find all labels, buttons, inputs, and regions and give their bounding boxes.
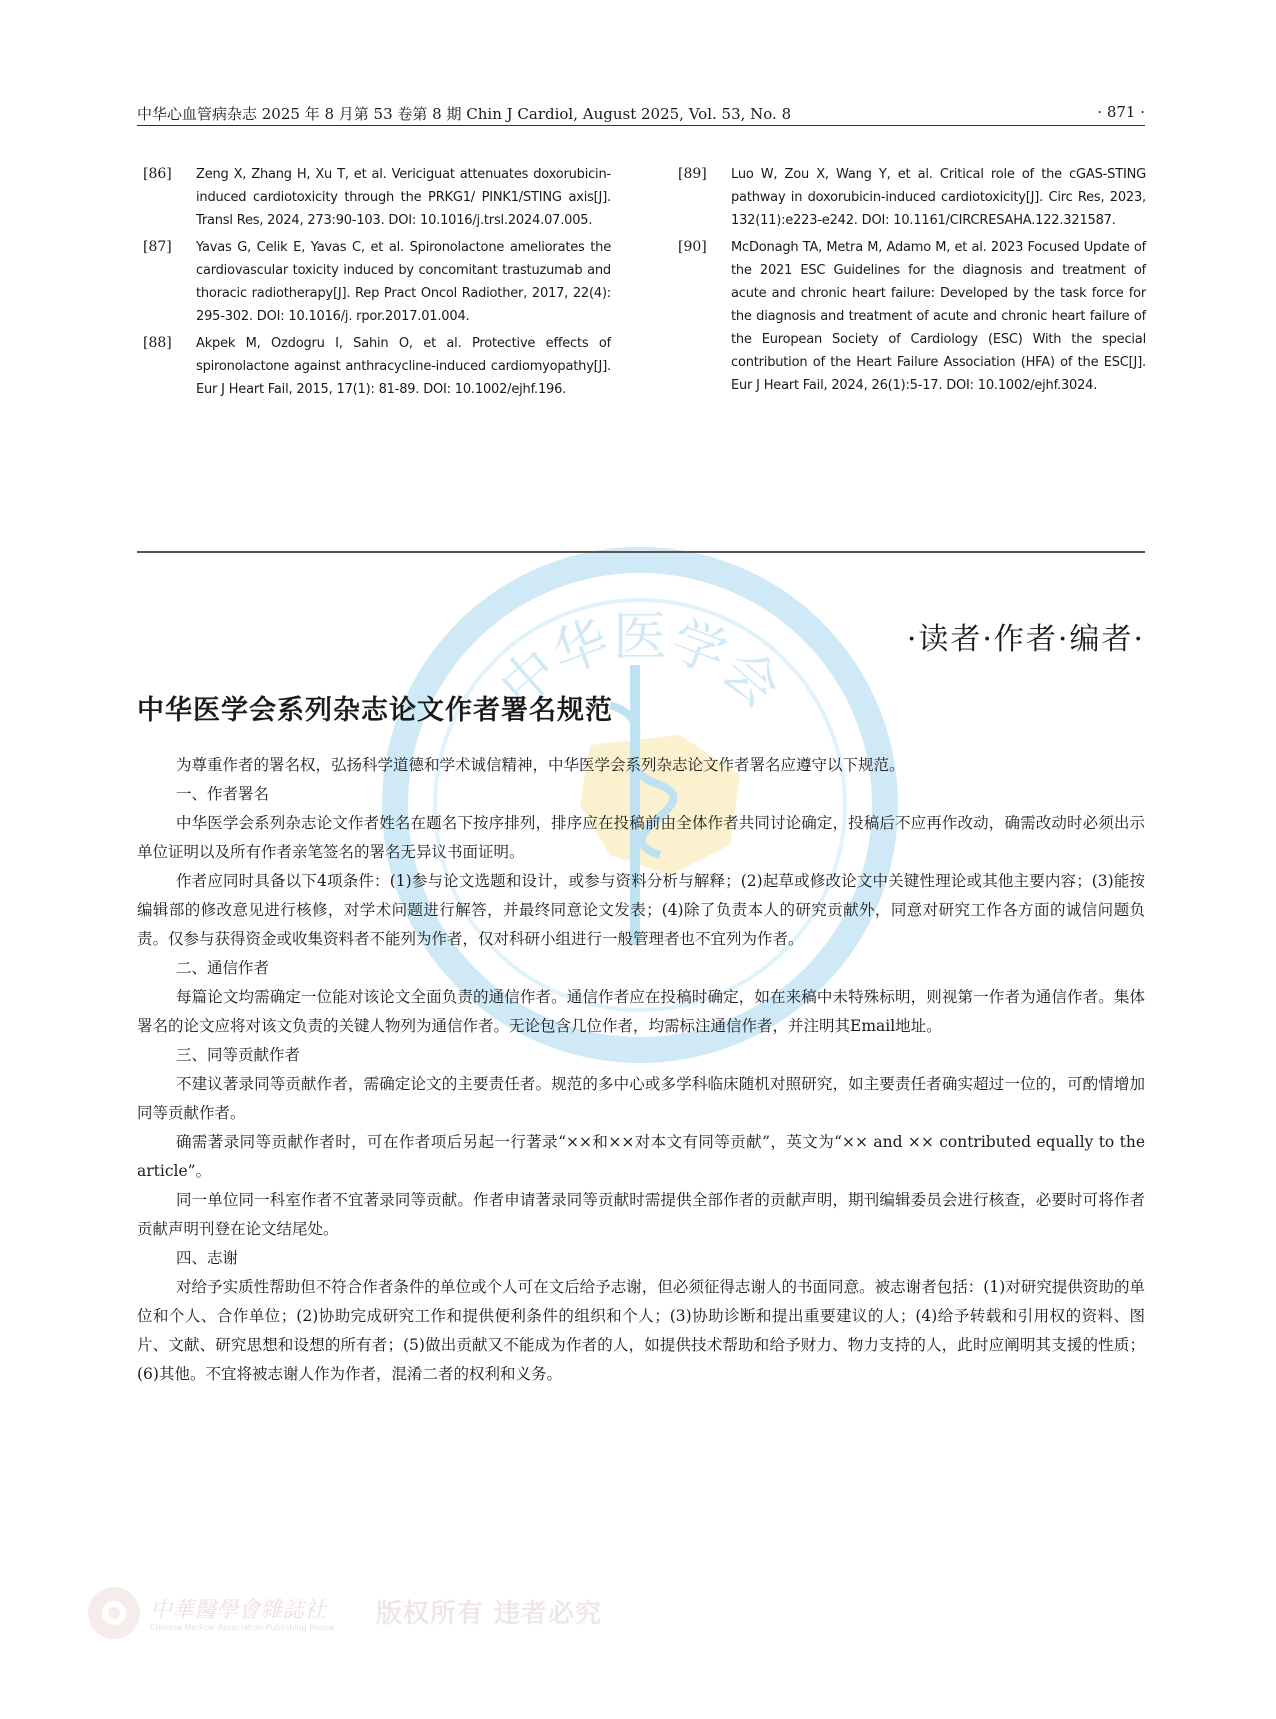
reference-text: Luo W, Zou X, Wang Y, et al. Critical role of the cGAS-STING pathway in doxorubicin-induced cardiotoxicity[J]. Circ Res, 2023, 132(11):e223-e242. DOI: 10.1161/CIRCRESAHA.122.321587.	[731, 167, 1146, 228]
section-heading: 二、通信作者	[176, 959, 270, 977]
reference-number: [90]	[678, 239, 707, 255]
publisher-watermark	[86, 1585, 686, 1645]
body-paragraph: 确需著录同等贡献作者时，可在作者项后另起一行著录“××和××对本文有同等贡献”，英文为“×× and ×× contributed equally to the article”。	[137, 1133, 1145, 1180]
emblem-text: 中华医学会	[487, 605, 793, 720]
references-left-column	[137, 163, 611, 405]
publisher-english-name: Chinese Medical Association Publishing House	[150, 1623, 335, 1632]
reference-number: [89]	[678, 166, 707, 182]
body-paragraph: 为尊重作者的署名权，弘扬科学道德和学术诚信精神，中华医学会系列杂志论文作者署名应遵守以下规范。	[176, 756, 905, 774]
body-paragraph: 对给予实质性帮助但不符合作者条件的单位或个人可在文后给予志谢，但必须征得志谢人的书面同意。被志谢者包括：(1)对研究提供资助的单位和个人、合作单位；(2)协助完成研究工作和提供便利条件的组织和个人；(3)协助诊断和提出重要建议的人；(4)给予转载和引用权的资料、图片、文献、研究思想和设想的所有者；(5)做出贡献又不能成为作者的人，如提供技术帮助和给予财力、物力支持的人，此时应阐明其支援的性质；(6)其他。不宜将被志谢人作为作者，混淆二者的权利和义务。	[137, 1278, 1145, 1383]
publisher-logo-icon	[86, 1585, 142, 1641]
article-title: 中华医学会系列杂志论文作者署名规范	[137, 695, 613, 726]
reference-number: [88]	[143, 335, 172, 351]
reference-text: McDonagh TA, Metra M, Adamo M, et al. 2023 Focused Update of the 2021 ESC Guidelines for the diagnosis and treatment of acute and chronic heart failure: Developed by the task force for the diagnosis and treatment of acute and chronic heart failure of the European Society of Cardiology (ESC) With the special contribution of the Heart Failure Association (HFA) of the ESC[J]. Eur J Heart Fail, 2024, 26(1):5-17. DOI: 10.1002/ejhf.3024.	[731, 240, 1146, 393]
reference-number: [86]	[143, 166, 172, 182]
body-paragraph: 同一单位同一科室作者不宜著录同等贡献。作者申请著录同等贡献时需提供全部作者的贡献声明，期刊编辑委员会进行核查，必要时可将作者贡献声明刊登在论文结尾处。	[137, 1191, 1145, 1238]
body-paragraph: 每篇论文均需确定一位能对该论文全面负责的通信作者。通信作者应在投稿时确定，如在来稿中未特殊标明，则视第一作者为通信作者。集体署名的论文应将对该文负责的关键人物列为通信作者。无论包含几位作者，均需标注通信作者，并注明其Email地址。	[137, 988, 1145, 1035]
section-heading: 四、志谢	[176, 1249, 239, 1267]
column-tag: ·读者·作者·编者·	[906, 622, 1145, 657]
section-heading: 三、同等贡献作者	[176, 1046, 301, 1064]
body-paragraph: 不建议著录同等贡献作者，需确定论文的主要责任者。规范的多中心或多学科临床随机对照研究，如主要责任者确实超过一位的，可酌情增加同等贡献作者。	[137, 1075, 1145, 1122]
journal-line: 中华心血管病杂志 2025 年 8 月第 53 卷第 8 期 Chin J Cardiol, August 2025, Vol. 53, No. 8	[137, 105, 792, 123]
running-header	[137, 103, 1145, 126]
body-paragraph: 作者应同时具备以下4项条件：(1)参与论文选题和设计，或参与资料分析与解释；(2)起草或修改论文中关键性理论或其他主要内容；(3)能按编辑部的修改意见进行核修，对学术问题进行解答，并最终同意论文发表；(4)除了负责本人的研究贡献外，同意对研究工作各方面的诚信问题负责。仅参与获得资金或收集资料者不能列为作者，仅对科研小组进行一般管理者也不宜列为作者。	[137, 872, 1145, 948]
reference-text: Akpek M, Ozdogru I, Sahin O, et al. Protective effects of spironolactone against anthracycline-induced cardiomyopathy[J]. Eur J Heart Fail, 2015, 17(1): 81-89. DOI: 10.1002/ejhf.196.	[196, 336, 611, 397]
section-divider	[137, 551, 1145, 553]
reference-item	[137, 332, 611, 401]
copyright-notice: 版权所有 违者必究	[376, 1599, 603, 1629]
reference-item	[137, 236, 611, 328]
references-right-column	[672, 163, 1146, 401]
section-heading: 一、作者署名	[176, 785, 270, 803]
reference-text: Yavas G, Celik E, Yavas C, et al. Spironolactone ameliorates the cardiovascular toxicity induced by concomitant trastuzumab and thoracic radiotherapy[J]. Rep Pract Oncol Radiother, 2017, 22(4): 295-302. DOI: 10.1016/j. rpor.2017.01.004.	[196, 240, 611, 324]
reference-item	[672, 236, 1146, 397]
reference-number: [87]	[143, 239, 172, 255]
article-body	[137, 751, 1145, 1389]
reference-text: Zeng X, Zhang H, Xu T, et al. Vericiguat attenuates doxorubicin-induced cardiotoxicity through the PRKG1/ PINK1/STING axis[J]. Transl Res, 2024, 273:90-103. DOI: 10.1016/j.trsl.2024.07.005.	[196, 167, 611, 228]
body-paragraph: 中华医学会系列杂志论文作者姓名在题名下按序排列，排序应在投稿前由全体作者共同讨论确定，投稿后不应再作改动，确需改动时必须出示单位证明以及所有作者亲笔签名的署名无异议书面证明。	[137, 814, 1145, 861]
page-number: · 871 ·	[1097, 103, 1145, 121]
reference-item	[137, 163, 611, 232]
publisher-name: 中華醫學會雜誌社	[150, 1598, 327, 1623]
reference-item	[672, 163, 1146, 232]
